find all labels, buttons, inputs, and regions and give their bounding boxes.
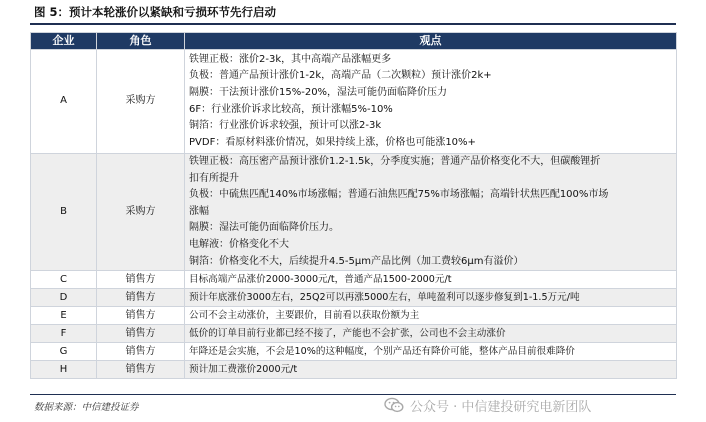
table-row [31,361,677,379]
company-cell: A [31,50,97,154]
viewpoint-line: 隔膜：干法预计涨价15%-20%，湿法可能仍面临降价压力 [189,86,448,98]
wechat-icon [384,397,404,413]
header-viewpoint: 观点 [185,33,677,50]
viewpoint-line: 扣有所提升 [189,172,239,184]
viewpoint-line: 电解液：价格变化不大 [189,238,289,250]
company-cell: F [31,325,97,343]
viewpoint-line: 隔膜：湿法可能仍面临降价压力。 [189,222,339,234]
viewpoint-line: 铜箔：行业涨价诉求较强，预计可以涨2-3k [189,120,382,132]
table-row [31,154,677,271]
viewpoint-cell: 年降还是会实施，不会是10%的这种幅度，个别产品还有降价可能，整体产品目前很难降价 [185,343,677,361]
table-header-row [31,33,677,50]
table-row [31,325,677,343]
company-cell: E [31,307,97,325]
role-cell: 销售方 [97,325,185,343]
company-cell: H [31,361,97,379]
header-company: 企业 [31,33,97,50]
viewpoint-cell: 预计年底涨价3000左右，25Q2可以再涨5000左右，单吨盈利可以逐步修复到1-1.5万元/吨 [185,289,677,307]
viewpoint-line: 铁锂正极：涨价2-3k，其中高端产品涨幅更多 [189,53,392,65]
company-cell: G [31,343,97,361]
role-cell: 销售方 [97,271,185,289]
role-cell: 销售方 [97,289,185,307]
role-cell: 采购方 [97,50,185,154]
viewpoint-line: 6F：行业涨价诉求比较高，预计涨幅5%-10% [189,103,393,115]
viewpoint-line: 铜箔：价格变化不大，后续提升4.5-5μm产品比例（加工费较6μm有溢价） [189,255,524,267]
role-cell: 销售方 [97,361,185,379]
viewpoints-table [30,32,677,379]
viewpoint-cell: 目标高端产品涨价2000-3000元/t，普通产品1500-2000元/t [185,271,677,289]
viewpoint-cell [185,154,677,271]
table-row [31,343,677,361]
table-row [31,271,677,289]
company-cell: C [31,271,97,289]
company-cell: D [31,289,97,307]
watermark [384,394,591,416]
viewpoint-cell: 预计加工费涨价2000元/t [185,361,677,379]
role-cell: 采购方 [97,154,185,271]
header-role: 角色 [97,33,185,50]
watermark-text: 公众号 · 中信建投研究电新团队 [410,399,592,415]
viewpoint-line: PVDF：看原材料涨价情况，如果持续上涨，价格也可能涨10%+ [189,136,476,148]
role-cell: 销售方 [97,343,185,361]
table-row [31,289,677,307]
viewpoint-line: 涨幅 [189,205,209,217]
table-row [31,307,677,325]
viewpoint-line: 铁锂正极：高压密产品预计涨价1.2-1.5k，分季度实施；普通产品价格变化不大，但碳酸锂折 [189,156,601,167]
viewpoint-line: 负极：普通产品预计涨价1-2k，高端产品（二次颗粒）预计涨价2k+ [189,70,492,82]
viewpoint-cell [185,50,677,154]
title-rule [30,23,676,25]
viewpoint-cell: 公司不会主动涨价，主要跟价，目前看以获取份额为主 [185,307,677,325]
table-row [31,50,677,154]
viewpoint-cell: 低价的订单目前行业都已经不接了，产能也不会扩张，公司也不会主动涨价 [185,325,677,343]
data-source: 数据来源：中信建投证券 [34,402,139,413]
viewpoint-line: 负极：中硫焦匹配140%市场涨幅；普通石油焦匹配75%市场涨幅；高端针状焦匹配100%市场 [189,189,609,201]
figure-title: 图 5：预计本轮涨价以紧缺和亏损环节先行启动 [34,5,277,19]
company-cell: B [31,154,97,271]
role-cell: 销售方 [97,307,185,325]
